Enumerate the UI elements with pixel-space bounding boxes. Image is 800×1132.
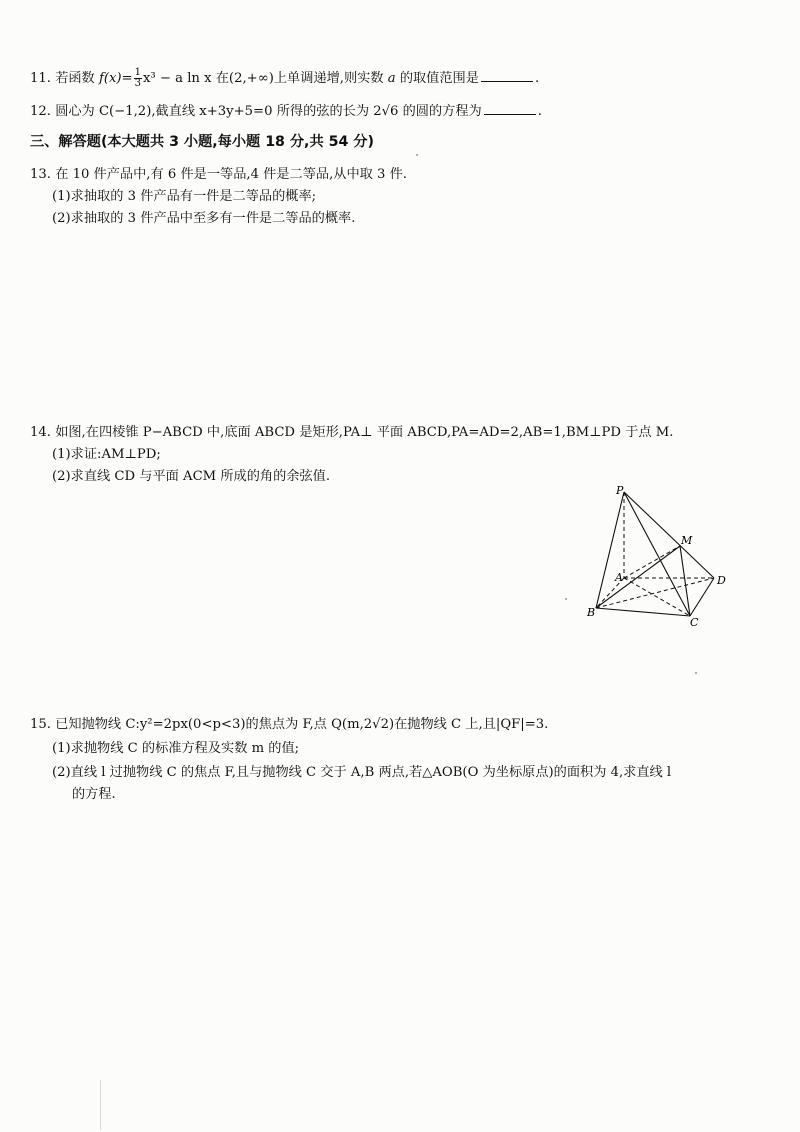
label-P: P: [616, 484, 624, 497]
question-text: 若函数: [55, 71, 99, 86]
fraction-denominator: 3: [134, 78, 141, 89]
section-heading: 三、解答题(本大题共 3 小题,每小题 18 分,共 54 分): [30, 134, 374, 150]
question-number: 11.: [30, 71, 51, 86]
question-13-part-2: (2)求抽取的 3 件产品中至多有一件是二等品的概率.: [52, 211, 356, 226]
question-text: 已知抛物线 C:y²=2px(0<p<3)的焦点为 F,点 Q(m,2√2)在抛物线 C 上,且|QF|=3.: [55, 717, 549, 732]
question-14: [30, 424, 673, 442]
question-15-part-2-continued: 的方程.: [72, 787, 116, 802]
pyramid-figure: [580, 480, 740, 630]
label-A: A: [615, 571, 623, 584]
question-end: .: [537, 104, 542, 119]
label-C: C: [690, 616, 699, 629]
variable-a: a: [387, 71, 396, 86]
question-number: 14.: [30, 425, 51, 440]
question-14-part-2: (2)求直线 CD 与平面 ACM 所成的角的余弦值.: [52, 469, 331, 484]
answer-blank[interactable]: [484, 102, 536, 115]
question-12: [30, 102, 542, 121]
question-13-part-1: (1)求抽取的 3 件产品有一件是二等品的概率;: [52, 189, 317, 204]
question-number: 13.: [30, 167, 51, 182]
function-notation: f(x)=: [98, 71, 133, 86]
scan-margin-line: [100, 1080, 101, 1130]
question-text: 在 10 件产品中,有 6 件是一等品,4 件是二等品,从中取 3 件.: [55, 167, 407, 182]
question-number: 15.: [30, 717, 51, 732]
edge-BC: [596, 608, 690, 616]
label-M: M: [681, 534, 693, 547]
question-text: 如图,在四棱锥 P−ABCD 中,底面 ABCD 是矩形,PA⊥ 平面 ABCD,PA=AD=2,AB=1,BM⊥PD 于点 M.: [55, 425, 674, 440]
question-text: 的取值范围是: [399, 71, 479, 86]
question-text: x³ − a ln x 在(2,+∞)上单调递增,则实数: [143, 71, 384, 86]
question-15-part-2: (2)直线 l 过抛物线 C 的焦点 F,且与抛物线 C 交于 A,B 两点,若△AOB(O 为坐标原点)的面积为 4,求直线 l: [52, 765, 672, 780]
question-14-part-1: (1)求证:AM⊥PD;: [52, 447, 161, 462]
scan-speck: [416, 154, 418, 156]
segment-BD: [596, 578, 714, 608]
question-15-part-1: (1)求抛物线 C 的标准方程及实数 m 的值;: [52, 741, 300, 756]
fraction-numerator: 1: [134, 67, 141, 78]
question-13: [30, 166, 407, 184]
scan-speck: [695, 672, 697, 674]
edge-PD: [624, 492, 714, 578]
label-D: D: [717, 574, 726, 587]
question-11: [30, 68, 539, 89]
label-B: B: [587, 606, 596, 619]
scan-speck: [565, 598, 567, 600]
question-end: .: [534, 71, 540, 86]
fraction: [134, 68, 142, 89]
question-text: 圆心为 C(−1,2),截直线 x+3y+5=0 所得的弦的长为 2√6 的圆的方程为: [55, 104, 482, 119]
question-15: [30, 716, 548, 734]
segment-AM: [624, 546, 680, 578]
answer-blank[interactable]: [481, 69, 533, 82]
question-number: 12.: [30, 104, 51, 119]
